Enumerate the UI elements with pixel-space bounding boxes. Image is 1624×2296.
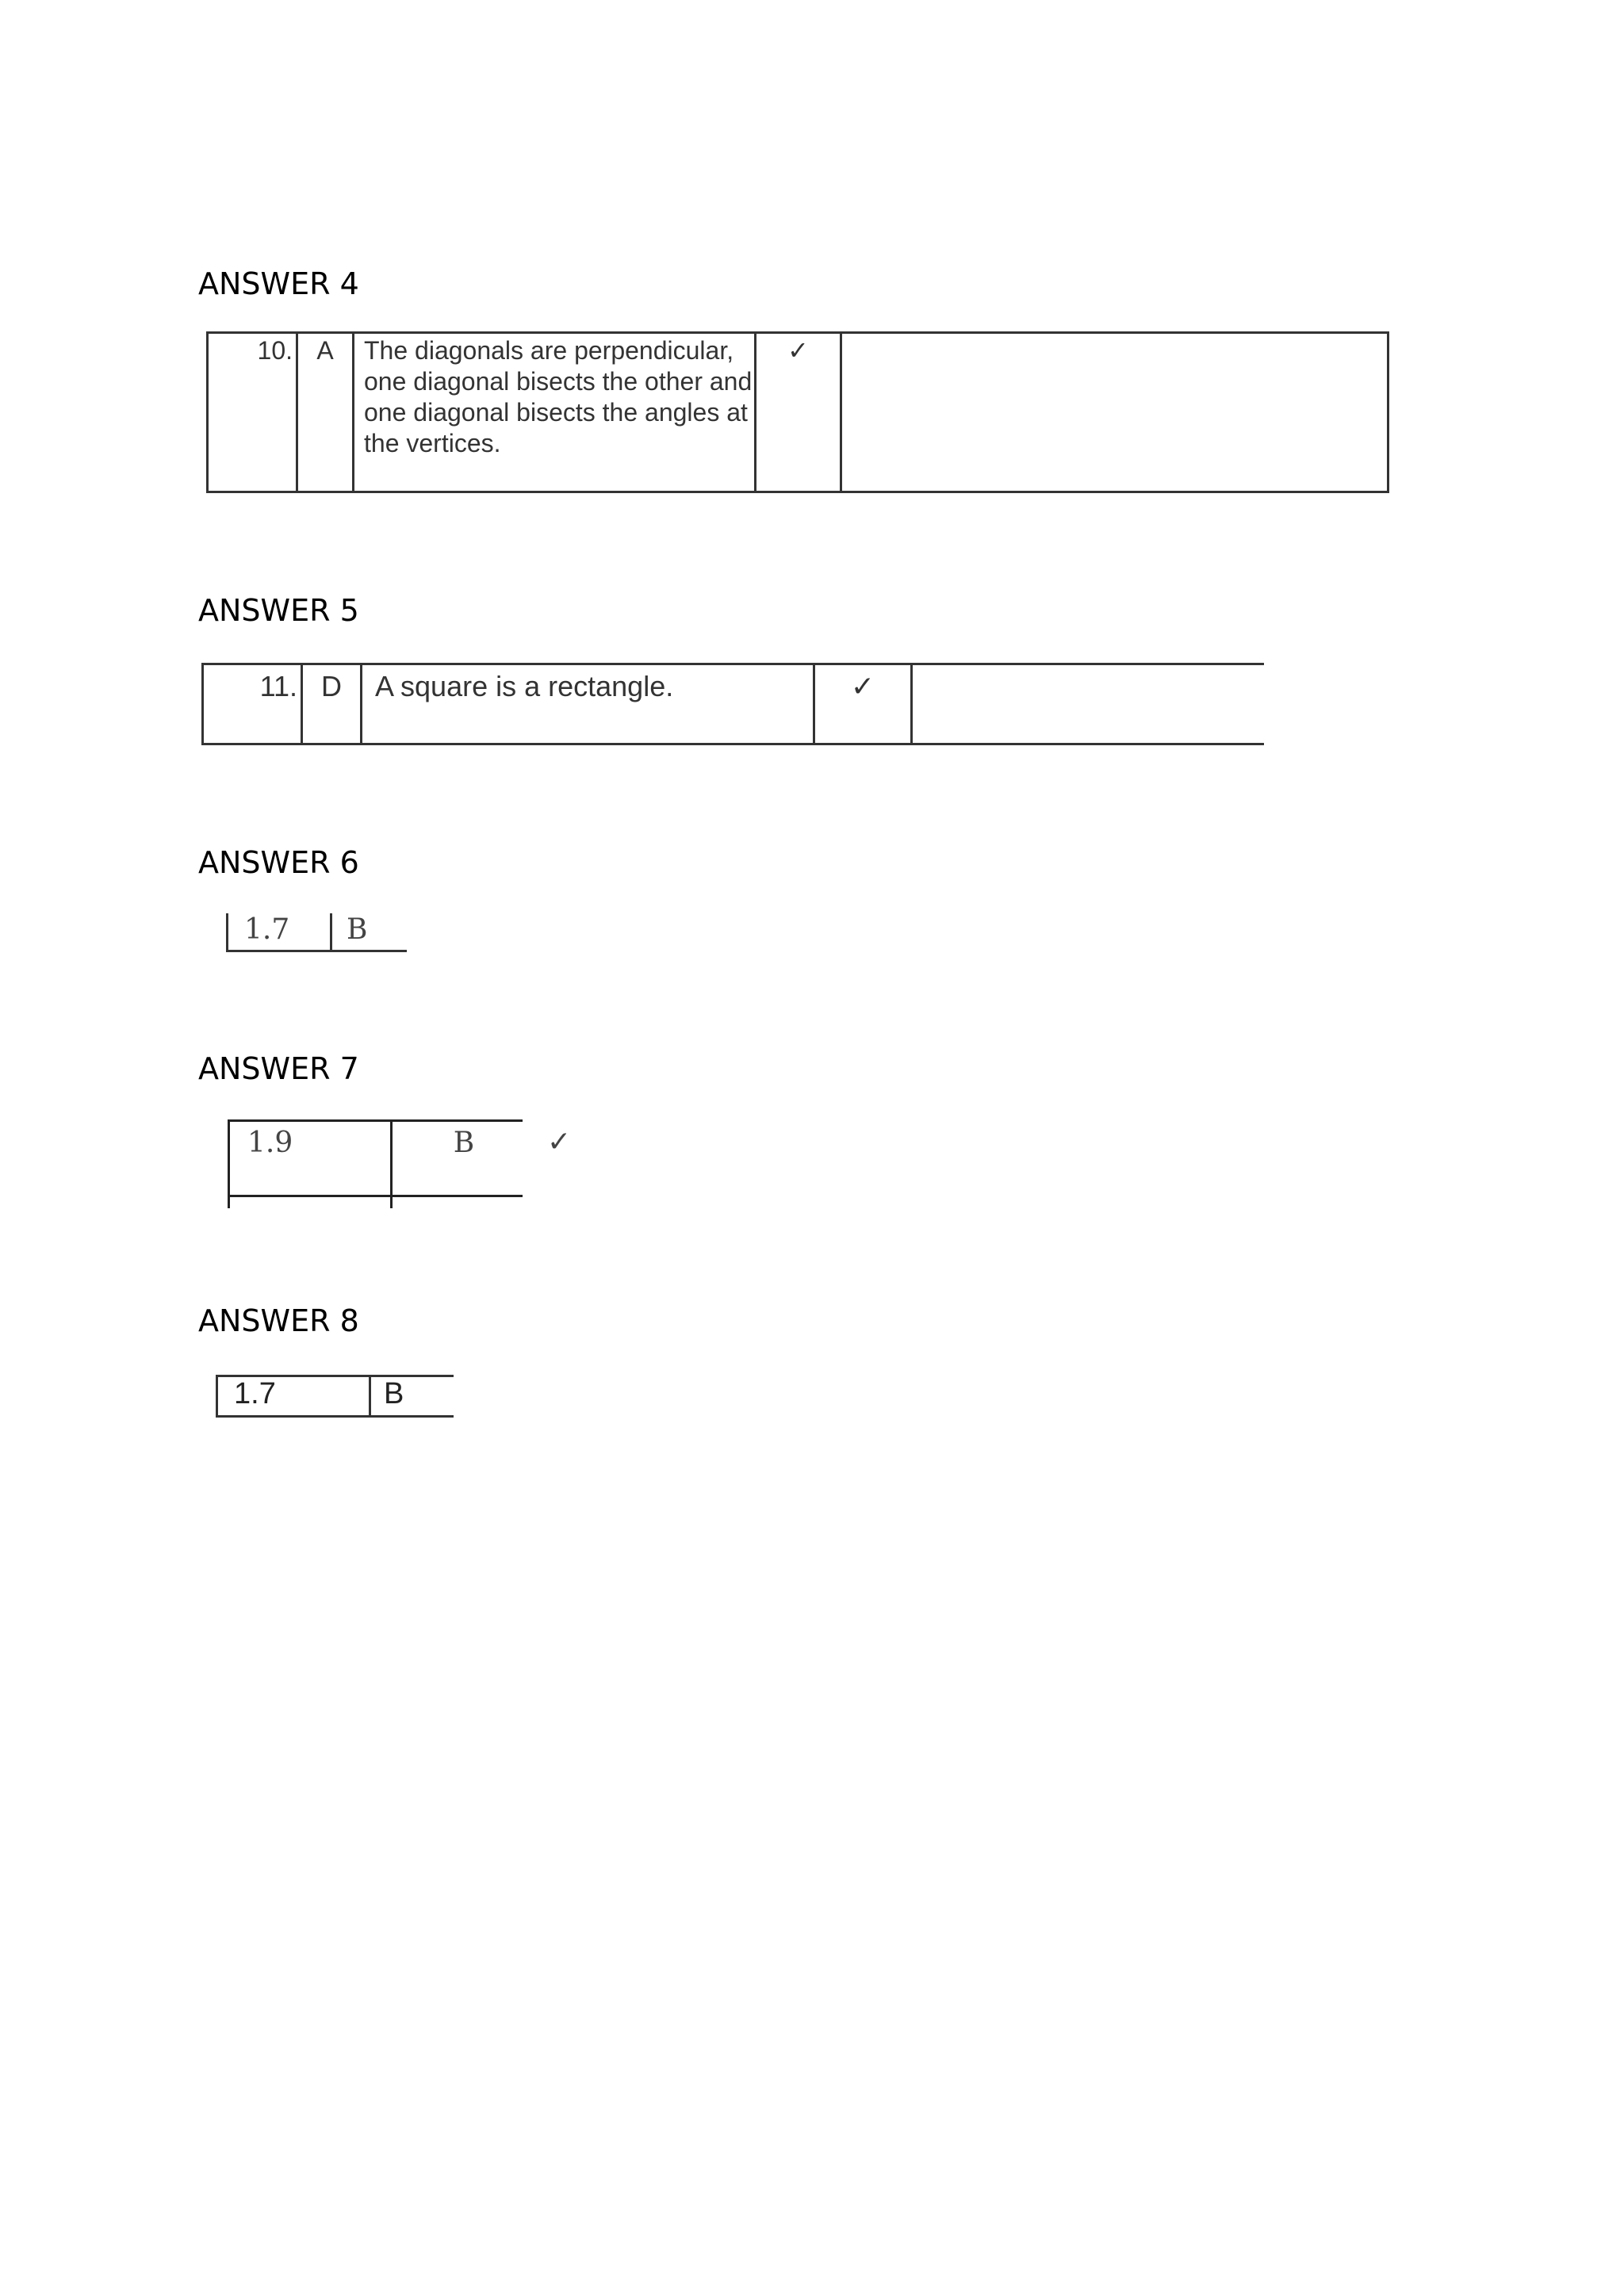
answer-letter: A: [297, 333, 354, 492]
table-row: [203, 664, 1265, 744]
answer-letter: B: [370, 1376, 454, 1417]
answer-6-table: [226, 913, 407, 952]
check-mark: ✓: [547, 1126, 572, 1158]
table-row: [208, 333, 1388, 492]
table-row: [229, 1196, 523, 1209]
answer-4-table: [206, 331, 1389, 493]
answer-explanation: A square is a rectangle.: [362, 664, 814, 744]
answer-letter: B: [392, 1121, 523, 1196]
question-number: 1.7: [217, 1376, 370, 1417]
answer-5-heading: ANSWER 5: [198, 593, 359, 628]
answer-8-table-snippet: [216, 1375, 454, 1422]
answer-6-heading: ANSWER 6: [198, 845, 359, 880]
question-number: 10.: [208, 333, 297, 492]
answer-explanation: The diagonals are perpendicular, one diagonal bisects the other and one diagonal bisects the angles at the vertices.: [354, 333, 756, 492]
answer-6-table-snippet: [226, 913, 407, 955]
answer-5-table-snippet: [201, 663, 1264, 747]
answer-7-table-snippet: [228, 1119, 523, 1208]
question-number: 11.: [203, 664, 302, 744]
question-number: 1.9: [229, 1121, 392, 1196]
empty-cell: [841, 333, 1388, 492]
check-mark: ✓: [814, 664, 912, 744]
answer-5-table: [201, 663, 1264, 745]
cropped-cell: [229, 1196, 392, 1209]
answer-4-table-snippet: [206, 331, 1389, 499]
table-row: [217, 1376, 454, 1417]
table-row: [229, 1121, 523, 1196]
answer-7-heading: ANSWER 7: [198, 1051, 359, 1086]
answer-8-heading: ANSWER 8: [198, 1303, 359, 1338]
answer-4-heading: ANSWER 4: [198, 266, 359, 301]
answer-letter: B: [331, 913, 408, 951]
answer-letter: D: [302, 664, 362, 744]
cropped-cell: [392, 1196, 523, 1209]
answer-8-table: [216, 1375, 454, 1418]
question-number: 1.7: [228, 913, 331, 951]
check-mark: ✓: [756, 333, 841, 492]
table-row: [228, 913, 408, 951]
answer-7-table: [228, 1119, 523, 1208]
empty-cell: [912, 664, 1265, 744]
